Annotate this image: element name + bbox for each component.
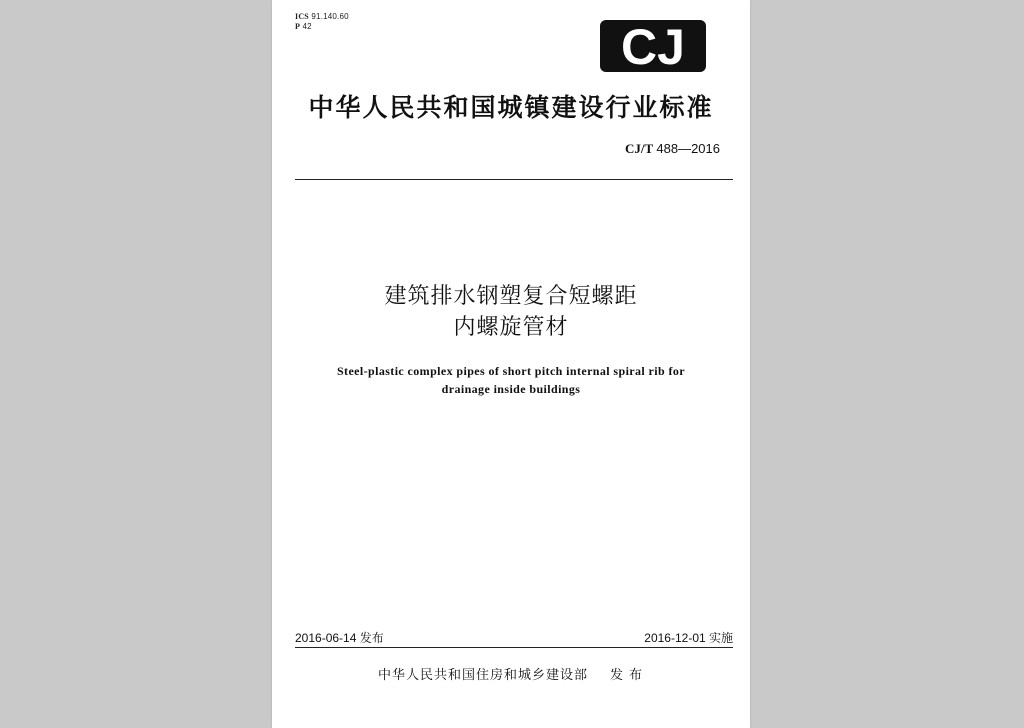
standard-code-prefix: CJ/T [624, 141, 654, 156]
chinese-title-line-2: 内螺旋管材 [453, 315, 569, 340]
bottom-divider [295, 647, 733, 648]
implementation-date: 2016-12-01 实施 [644, 631, 733, 645]
standard-category-title: 中华人民共和国城镇建设行业标准 [308, 93, 714, 122]
english-title [272, 362, 750, 398]
p-value: 42 [302, 22, 312, 31]
standard-code-number: 488—2016 [656, 141, 720, 156]
ics-value: 91.140.60 [311, 12, 349, 21]
document-page [272, 0, 750, 728]
p-code [295, 22, 349, 32]
cj-logo-text: CJ [621, 20, 685, 72]
publisher [378, 664, 648, 683]
issue-date: 2016-06-14 发布 [295, 631, 384, 645]
ics-code [295, 12, 349, 22]
english-title-line-2: drainage inside buildings [441, 382, 581, 396]
cj-logo [600, 20, 706, 72]
publish-word: 发布 [610, 668, 649, 683]
p-label: P [295, 22, 301, 31]
ics-label: ICS [295, 12, 309, 21]
publisher-name: 中华人民共和国住房和城乡建设部 [378, 668, 589, 683]
english-title-line-1: Steel-plastic complex pipes of short pitch internal spiral rib for [336, 364, 686, 378]
chinese-title-line-1: 建筑排水钢塑复合短螺距 [384, 284, 638, 309]
chinese-title [272, 281, 750, 343]
standard-code [625, 141, 720, 157]
classification-codes [295, 12, 349, 32]
top-divider [295, 179, 733, 180]
